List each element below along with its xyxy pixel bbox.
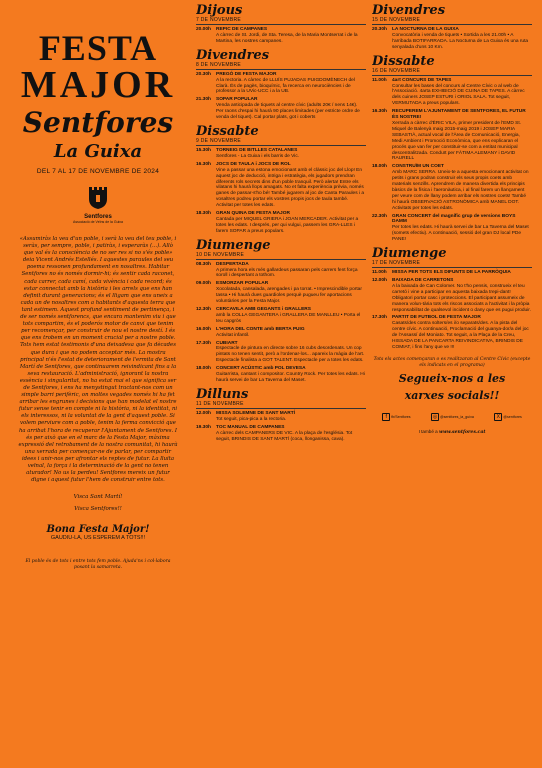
schedule-event — [196, 281, 366, 305]
schedule-event — [372, 214, 532, 244]
day-date: 16 DE NOVEMBRE — [372, 68, 532, 76]
event-time: 22.30h — [372, 213, 387, 219]
event-time: 16.30h — [196, 161, 211, 167]
website-line — [372, 429, 532, 435]
left-column — [18, 0, 178, 768]
event-description: Xerrada a càrrec d'ÈRIC VILA, primer president de l'EMD St. Miquel de Balenyà maig 2015-maig 2019 i JOSEP MARIA SEBASTIÀ, actual vocal de l'Àrea de Comunicació, Energia, Medi Ambient i Promoció Econòmica, que ens explicaran el procés que van fer per constituir-se com a entitat municipal descentralitzada. Conduït per FÀTIMA ALEMANY i DAVID RAURELL — [392, 120, 521, 162]
event-time: 12.00h — [372, 278, 387, 283]
right-column — [372, 0, 532, 768]
event-description: Tot seguit, pica-pica a la rectoria. — [216, 416, 287, 422]
day-heading: Divendres — [196, 47, 270, 63]
event-description: A càrrec dels CAMPANERS DE VIC. A la plaça de l'església. Tot seguit, BRINDIS DE SANT MARTÍ (coca, llonganissa, cava). — [216, 430, 353, 442]
event-description: A la rectoria. A càrrec de LLUÍS PUJADAS PUIGDOMÈNECH del Clarà. És de pagès, bioquímic, fa recerca en neurociències i de professor a la UVic-UCC i a la UB. — [216, 77, 355, 95]
social-handle: @sentfores — [503, 414, 522, 419]
event-body — [392, 315, 532, 350]
event-time: 12.30h — [196, 307, 211, 312]
event-time: 18.00h — [372, 164, 387, 170]
event-body — [216, 148, 366, 160]
day-date: 17 DE NOVEMBRE — [372, 260, 532, 268]
schedule-event — [196, 27, 366, 45]
event-description: Xocolatada, cansalada, arengades i pa torrat. • Imprescindible portar tassa • Hi haurà dues guardioles perquè pugueu fer aportacions voluntàries per la Festa Major. — [216, 287, 362, 305]
event-time: 20.30h — [372, 27, 387, 32]
gaudiu-text: GAUDIU-LA, US ESPEREM A TOTS!!! — [50, 535, 146, 542]
event-body — [216, 97, 366, 121]
schedule-event — [196, 411, 366, 423]
event-body — [216, 27, 366, 45]
website-prefix: I també a — [418, 428, 438, 434]
event-body — [216, 425, 366, 443]
event-body — [216, 366, 366, 384]
social-link[interactable] — [382, 413, 410, 421]
event-time: 19.30h — [196, 424, 211, 430]
event-time: 15.30h — [196, 147, 211, 153]
event-description: A primera hora els més gallardeus passaran pels carrers fent força soroll i despertant a tothom. — [216, 267, 358, 279]
schedule-event — [196, 366, 366, 384]
event-title: SOPAR POPULAR — [216, 97, 258, 103]
event-title: TORNEIG DE BITLLES CATALANES — [216, 147, 298, 153]
event-body — [216, 341, 366, 365]
day-date: 7 DE NOVEMBRE — [196, 17, 366, 25]
event-body — [392, 270, 532, 276]
visca-sant-marti: Visca Sant Martí! — [73, 494, 123, 501]
event-title: REPIC DE CAMPANES — [216, 27, 268, 32]
event-description: Venda anticipada de tiquets al centre cívic (adults 20€ / nens 14€). Per raons d'espai hi haurà 90 places limitades (per estricte ordre de venda del tiquet). Cal portar plats, got i coberts — [216, 103, 360, 121]
schedule-event — [196, 162, 366, 209]
schedule-event — [196, 262, 366, 280]
title-festa: FESTA — [38, 28, 158, 68]
schedule-event — [372, 27, 532, 51]
event-time: 18.30h — [196, 211, 211, 217]
event-title: MISSA SOLEMNE DE SANT MARTÍ — [216, 410, 295, 416]
day-date: 9 DE NOVEMBRE — [196, 138, 366, 146]
event-description: Vine a passar una estona emocionant amb el clàssic joc del Llop! En aquest joc de deducció, intriga i estratègia, els jugadors prendran diferents rols secrets dins d'un poble tranquil. Però alerta! Entre els vilatans hi haurà llops amagats. No et falta experiència prèvia, només ganes de passar-s'ho bé! També jugarem al joc de Canta Paraules i a vosaltres podreu portar els vostres propis jocs de taula també. Activitat per totes les edats. — [216, 167, 365, 209]
event-title: L'HORA DEL CONTE amb BERTA PUIG — [216, 326, 305, 332]
footer-note: El poble és de tots i entre tots fem poble. Ajuda'ns i col·labora posant la samarreta. — [25, 559, 171, 571]
event-title: MISSA PER TOTS ELS DIFUNTS DE LA PARRÒQUIA — [392, 270, 511, 276]
website-link[interactable]: www.sentfores.cat — [439, 429, 486, 435]
event-time: 21.30h — [196, 97, 211, 103]
schedule-event — [196, 148, 366, 160]
event-title: CONCERT ACÚSTIC amb POL DEVESA — [216, 366, 306, 372]
right-schedule — [372, 4, 532, 351]
event-description: Consultar les bases del concurs al Centre Cívic o al web de l'Associació. 4arta EXHIBICIÓ DE CUINA DE TAPES. A càrrec dels cuiners JOSEP ESTURI i ORIOL SALA. Tot seguit, VERMUTADA a preus populars. — [392, 83, 525, 107]
title-sentfores: Sentfores — [22, 106, 174, 139]
event-title: CUBIART — [216, 340, 238, 346]
social-links — [372, 413, 532, 421]
event-description: Amb MARC SERRA. Uneix-te a aquesta emocionant activitat on petits i grans podran construir els seus propis coets amb materials senzills. Aprendrem de manera divertida els principis bàsics de la física i l'aeronàutica, i al final farem un llançament per veure com de llany podem arribar els nostres coets! També hi haurà OBSERVACIÓ ASTRONÒMICA amb MANEL DOT. Activitats per totes les edats. — [392, 170, 529, 211]
schedule-event — [372, 164, 532, 211]
day-heading: Diumenge — [196, 237, 271, 253]
day-date: 11 DE NOVEMBRE — [196, 401, 366, 409]
day-heading: Dissabte — [372, 53, 435, 69]
facebook-icon: f — [382, 413, 390, 421]
event-title: TOC MANUAL DE CAMPANES — [216, 424, 285, 430]
instagram-icon: ◎ — [432, 413, 438, 420]
event-description: Per totes les edats. Hi haurà servei de bar La Taverna del Maset (somets efectiu). A continuació, sessió del gran DJ local PDe PANE! — [392, 225, 529, 243]
event-body — [216, 72, 366, 96]
event-description: A la baixada de Can Colomer. No t'ho pensis, construeix el teu carretó i vine a participar en aquesta baixada trepi-dant! Obligatori portar casc i proteccions. El participant assumeix de manera volun-tària tots els riscos associats a l'activitat i la pròpia responsabilitat de qualsevol incident o dany que es pugui produir. — [392, 283, 531, 313]
social-link[interactable] — [431, 413, 474, 421]
event-body — [216, 307, 366, 325]
schedule-event — [196, 327, 366, 339]
venue-note: Tots els actes començaran o es realitzaran al Centre Cívic (excepte els indicats en el programa) — [373, 356, 531, 368]
event-title: PREGÓ DE FESTA MAJOR — [216, 71, 277, 77]
event-title: 4art CONCURS DE TAPES — [392, 77, 452, 83]
manifesto-text: «Assumiràs la veu d'un poble, i serà la veu del teu poble, i seràs, per sempre, poble, i patiràs, i esperaràs (...). Allò que val és la consciència de no ser res si no s'és poble» deia Vicent Andrés Estellés. I aquestes paraules del seu poema ressonen profundament en nosaltres. Habitar Sentfores no és només dormir-hi; és sentir cada raconet, cada carrer, cada camí, cada vivència i cada record; és estar connectat amb la història i les arrels que ens han definit durant generacions; és el lligam que ens uneix a cada un de nosaltres com a habitants d'aquesta terra que tant estimem. Aquest profund sentiment de pertinença, i de ser només sentforencs, que encara mantenim viu i que tots compartim, és el poderós motor de canvi que tenim per recomençar, per construir de nou el nostre destí. I és que ens trobem en un moment crucial per a nostre poble. Tots hem estat testimonis d'una deixadesa que fa dècades que dura i que no podem acceptar més. La mostra principal n'és l'estat de deteriorament de l'ermita de Sant Martí de Sentfores, que continuarem reivindicant fins a la seva restauració. L'administració, ignorant la nostra essència i singularitat, no ha estat mai el que significa ser de Sentfores, i ens ha menystingut tractant-nos com un simple barri perifèric, on moltes vegades només hi ha fet arribar les engrunes i decisions que han modelat el nostre futur sense tenir en compte ni la història, ni la identitat, ni els interessos, ni la voluntat de la gent d'aquest poble. Si volem perviure com a poble, tenim la ferma convicció que ha arribat l'hora de recuperar l'Ajuntament de Sentfores. I és per això que en el marc de la Festa Major, màxima expressió del retrobament de la nostra comunitat, hi haurà una xerrada per començar-ne de parlar, per compartir idees i unir-nos per afrontar els reptes de futur. La lluita veïnal, la força i la determinació de la gent no tenen aturador! No us la perdeu! Sentfores mereix un futur digne i aquest futur l'hem de construir entre tots. — [18, 236, 178, 484]
event-title: ESMORZAR POPULAR — [216, 281, 269, 287]
day-date: 15 DE NOVEMBRE — [372, 17, 532, 25]
event-time: 18.00h — [196, 366, 211, 372]
schedule-event — [372, 78, 532, 108]
schedule-event — [372, 315, 532, 350]
title-la-guixa: La Guixa — [53, 141, 143, 162]
event-title: CONSTRUÏM UN COET — [392, 164, 444, 170]
event-time: 11.00h — [372, 77, 387, 83]
follow-us-line1: Segueix-nos a les — [398, 371, 506, 385]
day-heading: Dijous — [196, 3, 243, 18]
event-body — [392, 109, 532, 162]
castle-icon — [87, 183, 109, 209]
event-time: 08.30h — [196, 261, 211, 267]
festival-dates: DEL 7 AL 17 DE NOVEMBRE DE 2024 — [36, 168, 160, 175]
event-body — [392, 164, 532, 211]
day-heading: Divendres — [372, 3, 446, 18]
event-time: 12.00h — [196, 410, 211, 416]
event-time: 20.00h — [196, 27, 211, 32]
event-description: Activitat infantil. — [216, 332, 250, 338]
event-body — [392, 214, 532, 244]
event-title: RECUPEREM L'AJUNTAMENT DE SENTFORES, EL FUTUR ÉS NOSTRE! — [392, 109, 526, 121]
schedule-event — [196, 72, 366, 96]
event-title: CERCAVILA AMB GEGANTS i GRALLERS — [216, 307, 311, 312]
event-body — [216, 211, 366, 235]
day-date: 10 DE NOVEMBRE — [196, 252, 366, 260]
event-description: A càrrec de St. Jordi, de Sta. Teresa, de la Maria Montserrat i de la Martina, les nostres campanes. — [216, 32, 358, 44]
day-heading: Diumenge — [372, 246, 447, 262]
event-description: Cantada per MIQUEL GRIERA i JOAN MERCADER. Activitat per a totes les edats. I després, per qui vulgui, passem les GRA-LLES i farem SOPAR a preus populars. — [216, 216, 359, 234]
event-description: Convocatòria i venda de tiquets • Sortida a les 21.00h • A l'arribada BOTIFARRADA. La Nocturna de La Guixa és una ruta senyalada d'uns 10 Km. — [392, 32, 529, 50]
schedule-event — [196, 211, 366, 235]
logo-subtitle: Associació de Veïns de la Guixa — [72, 220, 123, 224]
event-body — [216, 411, 366, 423]
schedule-event — [196, 307, 366, 325]
schedule-event — [196, 97, 366, 121]
social-handle: @sentfores_la_guixa — [440, 414, 474, 419]
event-time: 17.30h — [372, 315, 387, 321]
event-title: LA NOCTURNA DE LA GUIXA — [392, 27, 459, 32]
title-major: MAJOR — [20, 64, 176, 106]
day-heading: Dilluns — [196, 386, 249, 402]
schedule-event — [372, 278, 532, 313]
event-title: BAIXADA DE CARRETONS — [392, 278, 454, 283]
event-title: PARTIT DE FUTBOL DE FESTA MAJOR — [392, 315, 481, 321]
social-link[interactable] — [494, 413, 521, 421]
bona-festa-major: Bona Festa Major! — [46, 524, 150, 536]
event-body — [392, 278, 532, 313]
follow-us-line2: xarxes socials!! — [404, 388, 500, 402]
schedule-event — [196, 425, 366, 443]
visca-sentfores: Visca Sentfores!! — [74, 506, 122, 513]
event-title: DESPERTADA — [216, 261, 249, 267]
event-body — [392, 27, 532, 51]
event-title: GRAN QUINA DE FESTA MAJOR — [216, 211, 290, 217]
event-description: Guitarrista, cantant i compositor. Country Rock. Per totes les edats. Hi haurà servei de bar La Taverna del Maset. — [216, 372, 365, 383]
event-title: JOCS DE TAULA i JOCS DE ROL — [216, 161, 291, 167]
event-body — [216, 162, 366, 209]
middle-column — [196, 0, 366, 768]
event-time: 09.00h — [196, 281, 211, 287]
schedule-event — [196, 341, 366, 365]
event-body — [216, 281, 366, 305]
event-time: 16.30h — [372, 109, 387, 115]
schedule-event — [372, 109, 532, 162]
social-handle: fb/Sentfores — [391, 414, 411, 419]
event-time: 17.30h — [196, 340, 211, 346]
event-description: amb la COLLA GEGANTERA i GRALLERA DE MANLLEU • Porta el teu capgròs — [216, 312, 361, 324]
day-date: 8 DE NOVEMBRE — [196, 62, 366, 70]
event-body — [216, 262, 366, 280]
schedule-event — [372, 270, 532, 276]
event-time: 11.00h — [372, 270, 387, 276]
x-icon: X — [494, 413, 502, 421]
event-title: GRAN CONCERT del magnífic grup de versions BOYS DAMM — [392, 213, 516, 225]
day-heading: Dissabte — [196, 123, 259, 139]
event-description: Sentfores - La Guixa i els barris de Vic. — [216, 153, 300, 159]
event-description: Casats/des contra solters/es i/o separats/des. A la pista del centre cívic. A continuació, Proclamació del guanya-dor/a del joc de l'Assassí del Moniato. Tot seguit, a la Plaça de la Creu, HISSADA DE LA PANCARTA REIVINDICATIVA, BRINDIS DE COMIAT, i fins l'any que ve !!! — [392, 321, 529, 350]
event-body — [216, 327, 366, 339]
logo-name: Sentfores — [84, 214, 112, 220]
event-time: 16.00h — [196, 326, 211, 332]
event-body — [392, 78, 532, 108]
event-description: Espectacle de pintura en directe sobre 16 cubs desordenats. Un cop pintats no tenen sentit, però a l'ordenar-los... apareix la màgia de l'art. Espectacle finalista a GOT TALENT. Espectacle per a totes les edats. — [216, 346, 365, 364]
event-time: 20.30h — [196, 71, 211, 77]
